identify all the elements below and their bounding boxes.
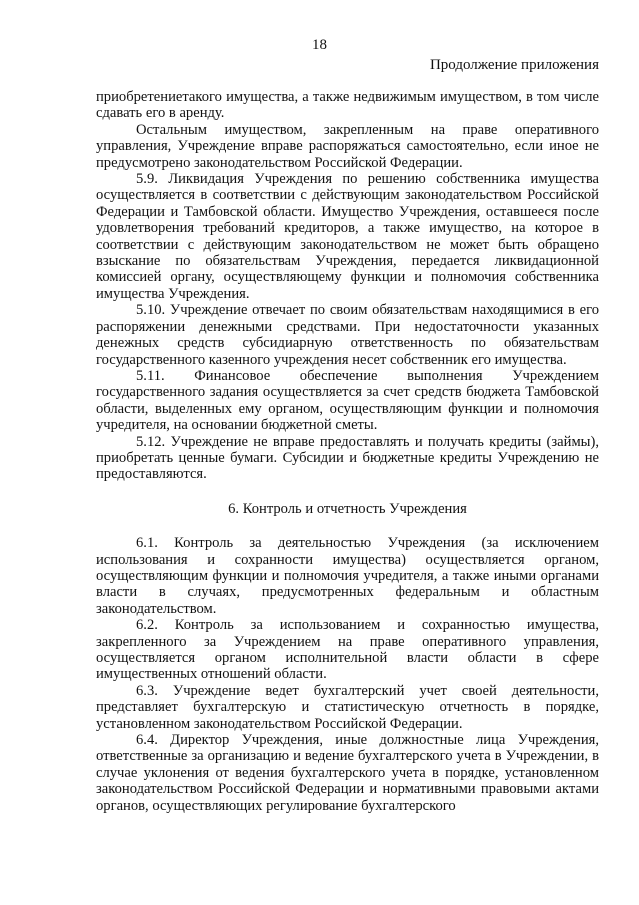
paragraph-property-management: Остальным имуществом, закрепленным на праве оперативного управления, Учреждение вправе распоряжаться самостоятельно, если иное не предусмотрено законодательством Российской Федерации. <box>96 121 599 171</box>
paragraph-6-4: 6.4. Директор Учреждения, иные должностные лица Учреждения, ответственные за организацию и ведение бухгалтерского учета в Учреждении, в случае уклонения от ведения бухгалтерского учета в порядке, установленном законодательством Российской Федерации и нормативными правовыми актами органов, осуществляющих регулирование бухгалтерского <box>96 732 599 814</box>
paragraph-continued: приобретениетакого имущества, а также недвижимым имуществом, в том числе сдавать его в аренду. <box>96 89 599 122</box>
paragraph-6-2: 6.2. Контроль за использованием и сохранностью имущества, закрепленного за Учреждением на праве оперативного управления, осуществляется органом исполнительной власти области в сфере имущественных отношений области. <box>96 617 599 683</box>
page-number: 18 <box>312 37 327 53</box>
paragraph-5-9: 5.9. Ликвидация Учреждения по решению собственника имущества осуществляется в соответствии с действующим законодательством Российской Федерации и Тамбовской области. Имущество Учреждения, оставшееся после удовлетворения требований кредиторов, а также имущество, на которое в соответствии с действующим законодательством не может быть обращено взыскание по обязательствам Учреждения, передается ликвидационной комиссией органу, осуществляющему функции и полномочия собственника имущества Учреждения. <box>96 171 599 302</box>
paragraph-5-12: 5.12. Учреждение не вправе предоставлять и получать кредиты (займы), приобретать ценные бумаги. Субсидии и бюджетные кредиты Учреждению не предоставляются. <box>96 433 599 483</box>
document-body <box>96 89 599 814</box>
paragraph-6-3: 6.3. Учреждение ведет бухгалтерский учет своей деятельности, представляет бухгалтерскую и статистическую отчетность в порядке, установленном законодательством Российской Федерации. <box>96 682 599 732</box>
continuation-label: Продолжение приложения <box>429 57 599 73</box>
paragraph-5-11: 5.11. Финансовое обеспечение выполнения Учреждением государственного задания осуществляется за счет средств бюджета Тамбовской области, выделенных ему органом, осуществляющим функции и полномочия учредителя, на основании бюджетной сметы. <box>96 367 599 434</box>
paragraph-5-10: 5.10. Учреждение отвечает по своим обязательствам находящимися в его распоряжении денежными средствами. При недостаточности указанных денежных средств субсидиарную ответственность по обязательствам государственного казенного учреждения несет собственник его имущества. <box>96 302 599 368</box>
cut-off-next-line <box>255 896 375 905</box>
section-heading-6: 6. Контроль и отчетность Учреждения <box>228 500 467 517</box>
paragraph-6-1: 6.1. Контроль за деятельностью Учреждения (за исключением использования и сохранности имущества) осуществляется органом, осуществляющим функции и полномочия учредителя, а также иными органами власти в случаях, предусмотренных федеральным и областным законодательством. <box>96 535 599 617</box>
